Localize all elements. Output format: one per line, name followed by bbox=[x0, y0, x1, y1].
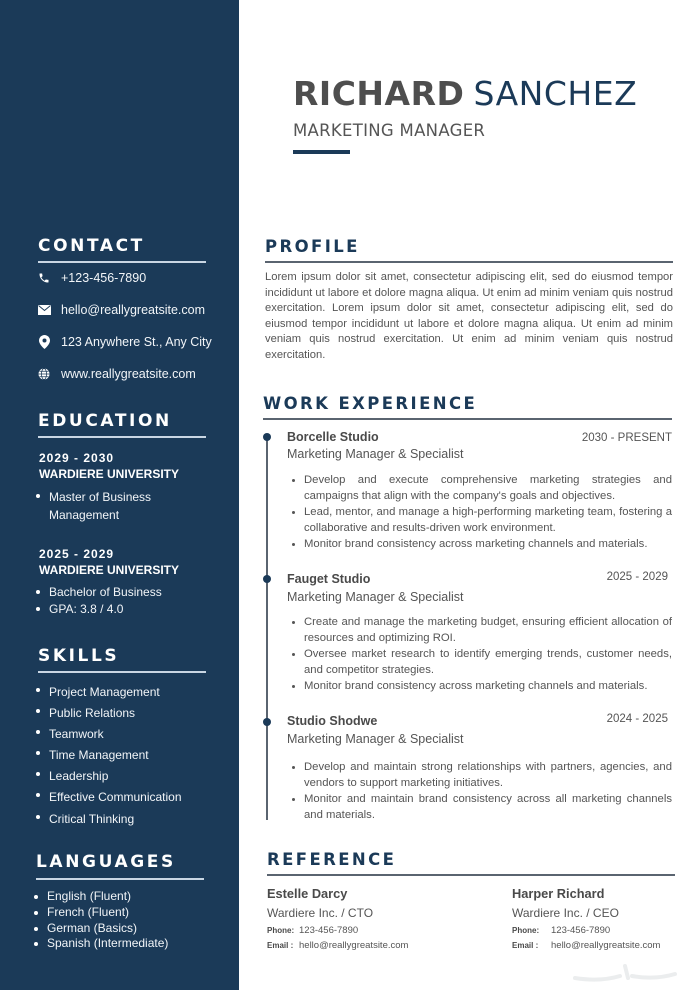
divider bbox=[263, 418, 672, 420]
timeline-dot bbox=[263, 718, 271, 726]
contact-phone[interactable] bbox=[37, 271, 146, 285]
contact-website[interactable] bbox=[37, 367, 196, 381]
job-role: Marketing Manager & Specialist bbox=[287, 732, 464, 746]
list-item: GPA: 3.8 / 4.0 bbox=[36, 601, 162, 618]
job-dates: 2025 - 2029 bbox=[606, 571, 668, 583]
education-years: 2025 - 2029 bbox=[39, 547, 115, 561]
job-company: Studio Shodwe bbox=[287, 714, 378, 728]
job-bullet: Oversee market research to identify emerging trends, customer needs, and competitor strategies. bbox=[287, 646, 672, 678]
reference-email-label: Email : bbox=[512, 941, 539, 950]
divider bbox=[38, 436, 206, 438]
job-dates: 2024 - 2025 bbox=[606, 713, 668, 725]
timeline-dot bbox=[263, 575, 271, 583]
phone-icon bbox=[37, 271, 51, 285]
reference-email[interactable]: hello@reallygreatsite.com bbox=[551, 940, 661, 951]
job-role: Marketing Manager & Specialist bbox=[287, 447, 464, 461]
job-title: MARKETING MANAGER bbox=[293, 121, 486, 140]
first-name: RICHARD bbox=[293, 74, 465, 113]
skill-item: Time Management bbox=[36, 745, 182, 766]
timeline-dot bbox=[263, 433, 271, 441]
job-bullet: Develop and execute comprehensive marketing strategies and campaigns that align with the company's goals and objectives. bbox=[287, 472, 672, 504]
divider bbox=[267, 874, 675, 876]
job-bullets bbox=[287, 472, 672, 552]
globe-icon bbox=[37, 367, 51, 381]
contact-address bbox=[37, 335, 212, 349]
education-school: WARDIERE UNIVERSITY bbox=[39, 467, 180, 481]
divider bbox=[38, 671, 206, 673]
language-item: French (Fluent) bbox=[34, 905, 168, 921]
language-item: Spanish (Intermediate) bbox=[34, 936, 168, 952]
contact-email-text: hello@reallygreatsite.com bbox=[61, 303, 206, 317]
reference-role: Wardiere Inc. / CEO bbox=[512, 906, 619, 920]
skill-item: Effective Communication bbox=[36, 787, 182, 808]
job-bullet: Create and manage the marketing budget, ensuring efficient allocation of resources and optimizing ROI. bbox=[287, 614, 672, 646]
languages-heading: LANGUAGES bbox=[36, 852, 176, 872]
work-experience-heading: WORK EXPERIENCE bbox=[263, 394, 478, 413]
watermark-logo bbox=[570, 960, 680, 984]
reference-email-label: Email : bbox=[267, 941, 294, 950]
sidebar bbox=[0, 0, 239, 990]
full-name bbox=[293, 74, 637, 113]
divider bbox=[36, 878, 204, 880]
skill-item: Project Management bbox=[36, 682, 182, 703]
reference-phone: 123-456-7890 bbox=[551, 925, 611, 936]
skill-item: Teamwork bbox=[36, 724, 182, 745]
language-item: German (Basics) bbox=[34, 921, 168, 937]
contact-heading: CONTACT bbox=[38, 236, 145, 256]
contact-phone-text: +123-456-7890 bbox=[61, 271, 147, 285]
reference-name: Estelle Darcy bbox=[267, 886, 348, 901]
reference-heading: REFERENCE bbox=[267, 850, 397, 869]
job-role: Marketing Manager & Specialist bbox=[287, 590, 464, 604]
languages-list bbox=[34, 889, 168, 952]
skills-heading: SKILLS bbox=[38, 646, 120, 666]
reference-phone-label: Phone: bbox=[267, 926, 295, 935]
job-company: Borcelle Studio bbox=[287, 430, 379, 444]
reference-name: Harper Richard bbox=[512, 886, 605, 901]
job-bullet: Monitor and maintain brand consistency across all marketing channels and materials. bbox=[287, 791, 672, 823]
education-school: WARDIERE UNIVERSITY bbox=[39, 563, 180, 577]
list-item: Master of Business Management bbox=[36, 488, 166, 524]
job-bullets bbox=[287, 759, 672, 823]
job-bullet: Develop and maintain strong relationships with partners, agencies, and vendors to support marketing initiatives. bbox=[287, 759, 672, 791]
skill-item: Public Relations bbox=[36, 703, 182, 724]
job-dates: 2030 - PRESENT bbox=[581, 432, 672, 444]
reference-role: Wardiere Inc. / CTO bbox=[267, 906, 374, 920]
job-company: Fauget Studio bbox=[287, 572, 371, 586]
reference-email[interactable]: hello@reallygreatsite.com bbox=[299, 940, 409, 951]
skill-item: Leadership bbox=[36, 766, 182, 787]
title-underline bbox=[293, 150, 350, 154]
contact-email[interactable] bbox=[37, 303, 205, 317]
skill-item: Critical Thinking bbox=[36, 809, 182, 830]
education-details bbox=[36, 584, 162, 618]
contact-address-text: 123 Anywhere St., Any City bbox=[61, 335, 212, 349]
skills-list bbox=[36, 682, 182, 830]
education-heading: EDUCATION bbox=[38, 411, 172, 431]
education-years: 2029 - 2030 bbox=[39, 451, 115, 465]
list-item: Bachelor of Business bbox=[36, 584, 162, 601]
profile-heading: PROFILE bbox=[265, 237, 360, 256]
location-pin-icon bbox=[37, 335, 51, 349]
language-item: English (Fluent) bbox=[34, 889, 168, 905]
education-details bbox=[36, 488, 166, 524]
job-bullets bbox=[287, 614, 672, 694]
job-bullet: Monitor brand consistency across marketing channels and materials. bbox=[287, 678, 672, 694]
divider bbox=[38, 261, 206, 263]
reference-phone-label: Phone: bbox=[512, 926, 540, 935]
last-name: SANCHEZ bbox=[473, 74, 638, 113]
reference-phone: 123-456-7890 bbox=[299, 925, 359, 936]
timeline-line bbox=[266, 440, 268, 820]
divider bbox=[265, 261, 673, 263]
job-bullet: Lead, mentor, and manage a high-performing marketing team, fostering a collaborative and results-driven work environment. bbox=[287, 504, 672, 536]
contact-website-text: www.reallygreatsite.com bbox=[61, 367, 196, 381]
job-bullet: Monitor brand consistency across marketing channels and materials. bbox=[287, 536, 672, 552]
profile-text: Lorem ipsum dolor sit amet, consectetur adipiscing elit, sed do eiusmod tempor incididunt ut labore et dolore magna aliqua. Ut enim ad minim veniam quis nostrud exercitation. Lorem ipsum dolor sit amet, consectetur adipiscing elit, sed do eiusmod tempor incididunt ut labore et dolore magna aliqua. Ut enim ad minim veniam quis nostrud exercitation. Ut enim ad minim veniam quis nostrud exercitation. bbox=[265, 271, 673, 361]
email-icon bbox=[37, 303, 51, 317]
